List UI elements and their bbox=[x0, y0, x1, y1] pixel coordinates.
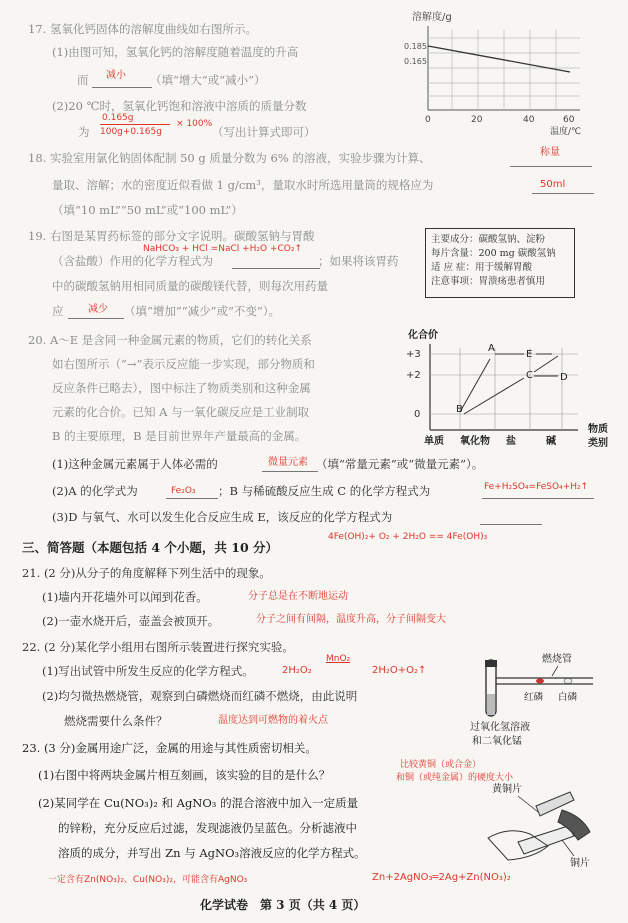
q17-part2-line1: (2)20 ℃时，氢氧化钙饱和溶液中溶质的质量分数 bbox=[52, 99, 307, 113]
q18-line2: 量取、溶解；水的密度近似看做 1 g/cm³，量取水时所选用量筒的规格应为 bbox=[52, 178, 434, 192]
q19-line4-tail: （填“增加”“减少”或“不变”）。 bbox=[124, 304, 281, 318]
q18-line3: （填“10 mL”“50 mL”或“100 mL”） bbox=[52, 203, 243, 217]
q18-line1: 18. 实验室用氯化钠固体配制 50 g 质量分数为 6% 的溶液，实验步骤为计算、 bbox=[28, 151, 431, 165]
q20-chart-xlabel-a: 物质 bbox=[588, 424, 608, 435]
q20-chart-xcat-salt: 盐 bbox=[506, 436, 516, 447]
q19-line2-tail: ；如果将该胃药 bbox=[318, 254, 399, 268]
q22-part1: (1)写出试管中所发生反应的化学方程式。 bbox=[42, 664, 254, 678]
q23-answer1-line1: 比较黄铜（或合金） bbox=[400, 760, 482, 770]
q17-fraction-percent: × 100% bbox=[176, 119, 213, 129]
q20-line3: 反应条件已略去），图中标注了物质类别和这种金属 bbox=[52, 381, 311, 395]
q20-chart-arrows bbox=[460, 354, 558, 414]
q19-medicine-label bbox=[425, 228, 575, 298]
q20-point-d: D bbox=[560, 372, 568, 383]
q17-chart-ytick-0165: 0.165 bbox=[404, 57, 427, 66]
q17-part1-line1: (1)由图可知，氢氧化钙的溶解度随着温度的升高 bbox=[52, 45, 299, 59]
q22-answer1-reactant: 2H₂O₂ bbox=[282, 665, 312, 676]
q23-scratch-figure bbox=[478, 776, 608, 876]
q17-fraction-numerator: 0.165g bbox=[102, 113, 134, 123]
q22-answer2: 温度达到可燃物的着火点 bbox=[218, 715, 328, 726]
q23-part2-line2: 的锌粉，充分反应后过滤，发现滤液仍呈蓝色。分析滤液中 bbox=[58, 821, 357, 835]
q22-label-tube: 燃烧管 bbox=[542, 654, 572, 665]
q23-part1: (1)右图中将两块金属片相互刻画，该实验的目的是什么？ bbox=[38, 768, 331, 782]
q22-caption1: 过氧化氢溶液 bbox=[470, 722, 530, 733]
q20-part1-tail: （填“常量元素”或“微量元素”）。 bbox=[316, 457, 484, 471]
q17-blank1 bbox=[92, 87, 152, 88]
q20-chart-ytick-plus2: +2 bbox=[406, 370, 421, 381]
q22-part2: (2)均匀微热燃烧管，观察到白磷燃烧而红磷不燃烧，由此说明 bbox=[42, 689, 358, 703]
q18-blank2 bbox=[532, 193, 594, 194]
q20-point-b: B bbox=[456, 404, 463, 415]
q20-chart-xcat-base: 碱 bbox=[546, 436, 556, 447]
q20-point-a: A bbox=[488, 343, 495, 354]
q23-label-brass: 黄铜片 bbox=[492, 784, 522, 795]
q17-stem: 17. 氢氧化钙固体的溶解度曲线如右图所示。 bbox=[28, 22, 257, 36]
q20-line1: 20. A～E 是含同一种金属元素的物质，它们的转化关系 bbox=[28, 333, 312, 347]
q23-answer1-line2: 和铜（或纯金属）的硬度大小 bbox=[396, 773, 514, 783]
q17-chart-xtick-40: 40 bbox=[523, 115, 535, 125]
q20-arrow-b-to-a bbox=[460, 359, 490, 412]
q20-chart-grid bbox=[430, 348, 578, 430]
q19-equation-answer: NaHCO₃ + HCl =NaCl +H₂O +CO₂↑ bbox=[143, 244, 303, 254]
q20-chart-ytick-plus3: +3 bbox=[406, 349, 421, 360]
q20-valence-chart bbox=[400, 326, 625, 454]
q20-point-e: E bbox=[526, 349, 533, 360]
q20-part1: (1)这种金属元素属于人体必需的 bbox=[52, 457, 218, 471]
q21-answer2: 分子之间有间隔，温度升高，分子间隔变大 bbox=[256, 614, 446, 625]
q22-answer1-products: 2H₂O+O₂↑ bbox=[372, 665, 427, 676]
q23-answer2: 一定含有Zn(NO₃)₂、Cu(NO₃)₂，可能含有AgNO₃ bbox=[48, 875, 248, 885]
q19-blank2 bbox=[68, 318, 124, 319]
q21-answer1: 分子总是在不断地运动 bbox=[248, 591, 348, 602]
q20-chart-xcat-oxide: 氧化物 bbox=[460, 436, 490, 447]
q20-answer3: Fe+H₂SO₄=FeSO₄+H₂↑ bbox=[484, 482, 589, 492]
q17-part2-prefix: 为 bbox=[78, 125, 90, 139]
q22-tube-liquid bbox=[487, 694, 495, 715]
q22-red-phosphorus bbox=[536, 679, 544, 684]
q19-label-line3: 适 应 症：用于缓解胃酸 bbox=[431, 262, 533, 273]
q17-solubility-chart bbox=[400, 8, 610, 138]
q18-answer2: 50ml bbox=[540, 179, 566, 190]
q23-stem: 23. (3 分)金属用途广泛，金属的用途与其性质密切相关。 bbox=[22, 741, 317, 755]
q17-chart-xlabel: 温度/℃ bbox=[550, 127, 582, 137]
q18-blank1 bbox=[510, 166, 592, 167]
q20-chart-ylabel: 化合价 bbox=[408, 330, 438, 341]
q20-line2: 如右图所示（“→”表示反应能一步实现，部分物质和 bbox=[52, 357, 315, 371]
q20-line4: 元素的化合价。已知 A 与一氧化碳反应是工业制取 bbox=[52, 405, 310, 419]
q23-answer3: Zn+2AgNO₃═2Ag+Zn(NO₃)₂ bbox=[372, 872, 511, 883]
section3-heading: 三、简答题（本题包括 4 个小题，共 10 分） bbox=[22, 540, 279, 555]
q20-chart-xcat-simple: 单质 bbox=[424, 436, 444, 447]
q23-copper-sheet bbox=[518, 826, 574, 854]
q20-answer1: 微量元素 bbox=[268, 457, 308, 468]
q20-answer2: Fe₂O₃ bbox=[171, 486, 196, 496]
q20-part2-mid: ；B 与稀硫酸反应生成 C 的化学方程式为 bbox=[218, 484, 431, 498]
q17-part1-hint: （填“增大”或“减小”） bbox=[150, 73, 266, 87]
q20-chart-ytick-0: 0 bbox=[414, 409, 421, 420]
q20-answer4: 4Fe(OH)₂+ O₂ + 2H₂O == 4Fe(OH)₃ bbox=[328, 532, 488, 542]
q20-line5: B 的主要原理，B 是目前世界年产量最高的金属。 bbox=[52, 429, 307, 443]
q20-blank3 bbox=[482, 498, 594, 499]
q22-label-white-p: 白磷 bbox=[558, 692, 578, 703]
q23-part2-line1: (2)某同学在 Cu(NO₃)₂ 和 AgNO₃ 的混合溶液中加入一定质量 bbox=[38, 796, 359, 810]
q19-line2: （含盐酸）作用的化学方程式为 bbox=[52, 254, 213, 268]
q22-label-tube-leader bbox=[552, 666, 558, 676]
q19-label-line1: 主要成分：碳酸氢钠、淀粉 bbox=[431, 234, 546, 245]
q20-part2: (2)A 的化学式为 bbox=[52, 484, 138, 498]
q22-apparatus-figure bbox=[468, 650, 608, 750]
q21-part2: (2)一壶水烧开后，壶盖会被顶开。 bbox=[42, 614, 220, 628]
q22-answer1-catalyst: MnO₂ bbox=[326, 654, 351, 664]
q17-chart-xtick-0: 0 bbox=[425, 115, 431, 125]
q22-part2-line2: 燃烧需要什么条件？ bbox=[64, 714, 168, 728]
q23-label-copper: 铜片 bbox=[570, 858, 590, 869]
q20-arrow-b-to-c bbox=[464, 378, 524, 414]
q17-answer1: 减小 bbox=[106, 70, 126, 81]
q17-chart-ytick-0185: 0.185 bbox=[404, 42, 427, 51]
page-footer: 化学试卷 第 3 页（共 4 页） bbox=[200, 898, 366, 912]
q19-line1: 19. 右图是某胃药标签的部分文字说明。碳酸氢钠与胃酸 bbox=[28, 229, 315, 243]
q22-stopper bbox=[485, 660, 497, 667]
q17-part1-prefix: 而 bbox=[77, 73, 89, 87]
q17-chart-xtick-20: 20 bbox=[471, 115, 483, 125]
q23-part2-line3: 溶质的成分，并写出 Zn 与 AgNO₃溶液反应的化学方程式。 bbox=[58, 846, 366, 860]
q19-blank1 bbox=[232, 268, 320, 269]
q20-blank4 bbox=[480, 524, 542, 525]
q22-stem: 22. (2 分)某化学小组用右图所示装置进行探究实验。 bbox=[22, 640, 294, 654]
q17-fraction-denominator: 100g+0.165g bbox=[100, 127, 162, 137]
q19-line3: 中的碳酸氢钠用相同质量的碳酸镁代替，则每次用药量 bbox=[52, 279, 328, 293]
q23-label-copper-leader bbox=[562, 840, 574, 856]
q19-label-line4: 注意事项：胃溃疡患者慎用 bbox=[431, 276, 546, 287]
q21-stem: 21. (2 分)从分子的角度解释下列生活中的现象。 bbox=[22, 566, 271, 580]
q17-chart-ylabel: 溶解度/g bbox=[412, 12, 452, 23]
q20-arrow-c-to-e bbox=[534, 356, 558, 372]
q22-label-red-p: 红磷 bbox=[524, 692, 544, 703]
q19-line4-prefix: 应 bbox=[52, 304, 64, 318]
q20-chart-xlabel-b: 类别 bbox=[588, 438, 608, 449]
q17-part2-hint: （写出计算式即可） bbox=[212, 125, 316, 139]
q20-point-c: C bbox=[526, 370, 533, 381]
q22-white-phosphorus bbox=[564, 679, 572, 684]
q21-part1: (1)墙内开花墙外可以闻到花香。 bbox=[42, 590, 208, 604]
q19-answer2: 减少 bbox=[88, 304, 108, 315]
q20-part3: (3)D 与氧气、水可以发生化合反应生成 E，该反应的化学方程式为 bbox=[52, 510, 393, 524]
q22-caption2: 和二氧化锰 bbox=[472, 736, 522, 747]
q19-label-line2: 每片含量：200 mg 碳酸氢钠 bbox=[431, 248, 556, 259]
q20-blank1 bbox=[262, 471, 318, 472]
q18-answer1: 称量 bbox=[540, 147, 560, 158]
q17-chart-xtick-60: 60 bbox=[563, 115, 575, 125]
q23-label-brass-leader bbox=[518, 796, 538, 812]
